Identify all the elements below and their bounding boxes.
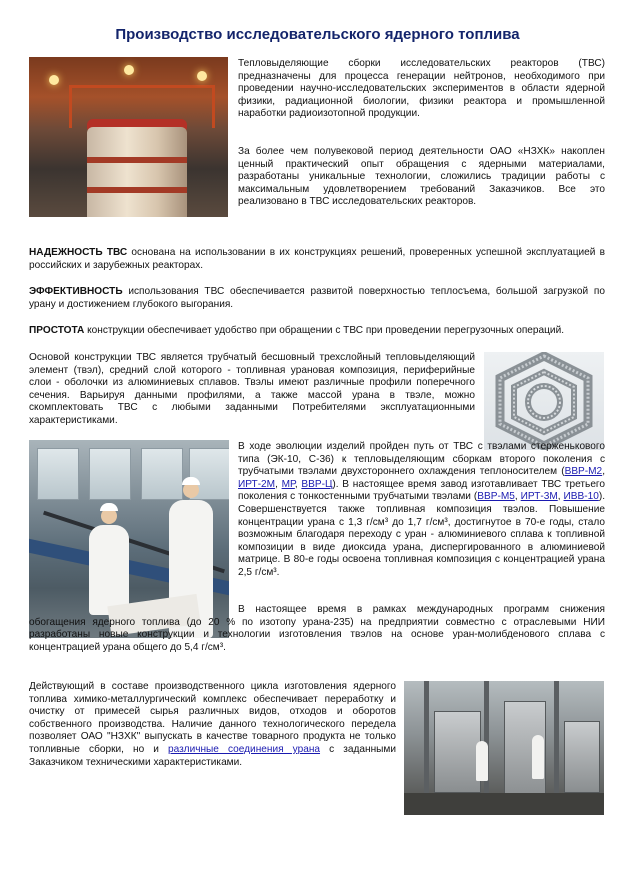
link-vvr-m5[interactable]: ВВР-М5 xyxy=(477,491,515,503)
evolution-separator: , xyxy=(557,491,564,503)
link-mr[interactable]: МР xyxy=(281,478,295,490)
reliability-text: основана на использовании в их конструкциях решений, проверенных успешной эксплуатацией в российских и зарубежных реакторах. xyxy=(29,247,605,271)
evolution-separator: , xyxy=(602,466,605,478)
reliability-term: НАДЕЖНОСТЬ ТВС xyxy=(29,247,128,258)
link-irt-2m[interactable]: ИРТ-2М xyxy=(238,478,276,490)
design-paragraph: Основой конструкции ТВС является трубчатый бесшовный трехслойный тепловыделяющий элемент (твэл), средний слой которого - топливная урановая композиция, периферийные слои - оболочки из алюминиевых сплавов. Твэлы имеют различные профили поперечного сечения. Варьируя данными профилями, а также массой урана в твэле, можно скомплектовать ТВС с любыми заданными Потребителями эксплуатационными характеристиками. xyxy=(29,352,475,426)
cycle-text-2: с заданными Заказчиком техническими характеристиками. xyxy=(29,743,396,768)
evolution-separator: , xyxy=(514,491,521,503)
evolution-text-1: В ходе эволюции изделий пройден путь от ТВС с твэлами стерженькового типа (ЭК-10, С-36) к тепловыделяющим сборкам второго поколения с трубчатыми твэлами двухстороннего охлаждения теплоносителем ( xyxy=(238,441,605,478)
evolution-paragraph xyxy=(238,441,605,580)
fuel-assembly-cross-section-photo xyxy=(484,352,604,450)
page-title: Производство исследовательского ядерного топлива xyxy=(115,26,520,43)
factory-photo xyxy=(404,681,604,815)
evolution-text-3: ). Совершенствуется также топливная композиция твэлов. Повышение концентрации урана с 1,3 г/см³ до 1,7 г/см³, достигнутое в 70-е годы, стало возможным благодаря переходу с уран - алюминиевого сплава к топливной композиции в виде диоксида урана, диспергированного в алюминиевой матрице. В 80-е годы освоена топливная композиция с концентрацией урана 2,5 г/см³. xyxy=(238,491,606,578)
reliability-paragraph xyxy=(29,247,605,272)
efficiency-term: ЭФФЕКТИВНОСТЬ xyxy=(29,286,123,297)
efficiency-text: использования ТВС обеспечивается развитой поверхностью теплосъема, большой загрузкой по урану и достижением глубокого выгорания. xyxy=(29,286,605,310)
link-vvr-ts[interactable]: ВВР-Ц xyxy=(301,478,333,490)
cycle-text-1: Действующий в составе производственного цикла изготовления ядерного топлива химико-металлургический комплекс обеспечивает переработку и очистку от примесей сырья различных видов, отходов и оборотов собственного производства. Наличие данного технологического передела позволяет ОАО "НЗХК" выпускать в качестве товарного продукта не только топливные сборки, но и xyxy=(29,681,396,755)
cycle-paragraph xyxy=(29,681,396,769)
simplicity-term: ПРОСТОТА xyxy=(29,325,85,336)
link-ivv-10[interactable]: ИВВ-10 xyxy=(563,491,599,503)
intro-paragraph-2: За более чем полувековой период деятельности ОАО «НЗХК» накоплен ценный практический опыт обращения с ядерными материалами, разработаны уникальные технологии, сложились традиции работы с максимальным удовлетворением требований Заказчиков. Все это реализовано в ТВС исследовательских реакторов. xyxy=(238,146,605,208)
programs-paragraph: В настоящее время в рамках международных программ снижения обогащения ядерного топлива (до 20 % по изотопу урана-235) на предприятии совместно с отраслевыми НИИ разработаны новые конструкции и технологии изготовления твэлов на основе уран-молибденового сплава с концентрацией урана общего до 5,4 г/см³. xyxy=(29,604,605,653)
simplicity-paragraph xyxy=(29,325,605,338)
reactor-photo xyxy=(29,57,228,217)
link-irt-3m[interactable]: ИРТ-3М xyxy=(520,491,558,503)
efficiency-paragraph xyxy=(29,286,605,311)
evolution-text-2: ). В настоящее время завод изготавливает ТВС третьего поколения с тонкостенными трубчатыми твэлами ( xyxy=(238,478,605,503)
evolution-separator: , xyxy=(275,478,282,490)
simplicity-text: конструкции обеспечивает удобство при обращении с ТВС при проведении перегрузочных операций. xyxy=(84,325,565,336)
link-vvr-m2[interactable]: ВВР-М2 xyxy=(564,466,603,478)
link-uranium-compounds[interactable]: различные соединения урана xyxy=(168,743,321,755)
evolution-separator: , xyxy=(294,478,302,490)
intro-paragraph-1: Тепловыделяющие сборки исследовательских реакторов (ТВС) предназначены для процесса генерации нейтронов, необходимого при проведении научно-исследовательских экспериментов в области ядерной физики, радиационной биологии, физики реактора и промышленной наработки радиоизотопной продукции. xyxy=(238,58,605,120)
